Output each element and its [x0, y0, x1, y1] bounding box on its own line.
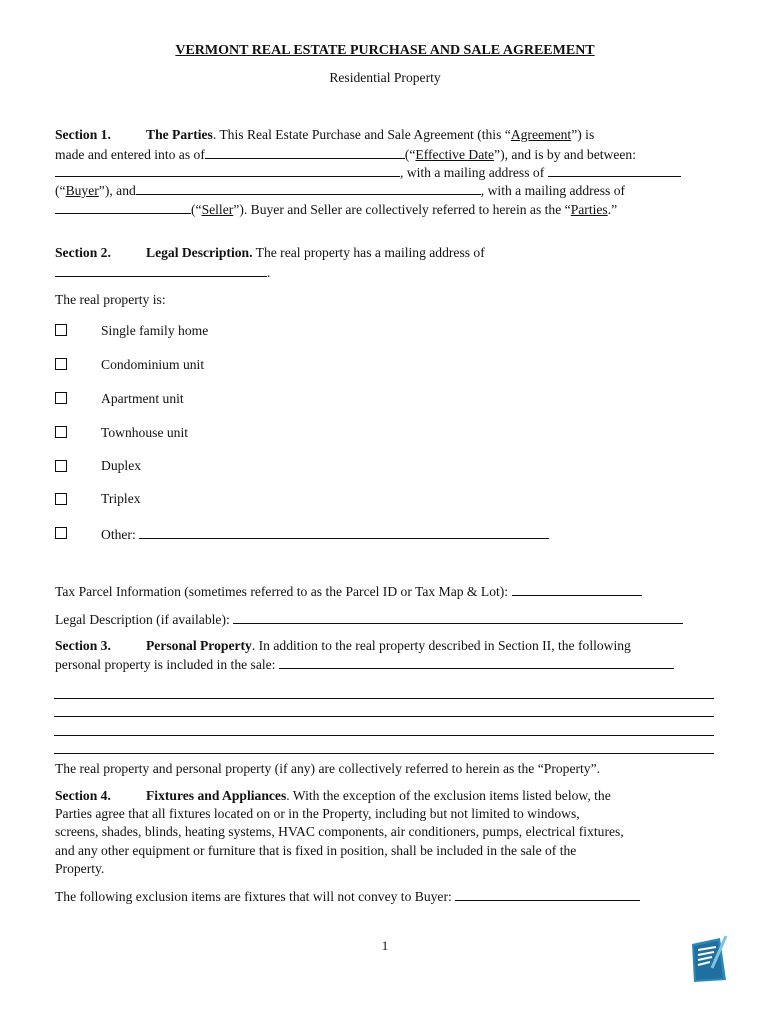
section-1-line-4	[55, 181, 625, 200]
personal-property-blank-line[interactable]	[54, 698, 714, 699]
option-label: Apartment unit	[101, 391, 184, 406]
section-3-heading: Personal Property	[146, 638, 252, 653]
option-label: Condominium unit	[101, 357, 205, 372]
personal-property-blank-line[interactable]	[54, 716, 714, 717]
section-1-text: . This Real Estate Purchase and Sale Agreement (this “	[212, 127, 511, 142]
section-4-line-5: Property.	[55, 861, 105, 876]
option-label: Triplex	[101, 491, 141, 506]
section-3-line-2	[55, 655, 674, 674]
effective-date-field[interactable]	[205, 145, 405, 159]
collective-property-statement: The real property and personal property (if any) are collectively referred to herein as the “Property”.	[55, 761, 601, 776]
legal-description-line	[55, 610, 683, 629]
checkbox-condominium[interactable]	[55, 358, 67, 370]
legal-description-field[interactable]	[233, 610, 683, 624]
defined-term-seller: Seller	[201, 202, 234, 217]
section-1-text: ”) is	[571, 127, 595, 142]
section-1-line-2	[55, 145, 636, 164]
section-1-number: Section 1.	[55, 127, 111, 142]
document-logo-icon	[690, 934, 728, 984]
checkbox-triplex[interactable]	[55, 493, 67, 505]
tax-parcel-line	[55, 582, 642, 601]
defined-term-agreement: Agreement	[510, 127, 572, 142]
buyer-address-field[interactable]	[548, 163, 681, 177]
section-3-line-1	[55, 637, 631, 655]
section-1-line-3	[55, 163, 681, 182]
option-label: Duplex	[101, 458, 142, 473]
checkbox-duplex[interactable]	[55, 460, 67, 472]
section-4-number: Section 4.	[55, 788, 111, 803]
property-address-field[interactable]	[55, 263, 267, 277]
section-3-text: . In addition to the real property described in Section II, the following	[251, 638, 631, 653]
section-1-text: (“	[191, 202, 202, 217]
option-label: Townhouse unit	[101, 425, 189, 440]
document-subtitle: Residential Property	[329, 70, 441, 85]
section-4-line-2: Parties agree that all fixtures located on or in the Property, including but not limited to windows,	[55, 806, 580, 821]
section-1-text: ”), and is by and between:	[494, 147, 636, 162]
section-2-text: .	[267, 265, 271, 280]
document-title: VERMONT REAL ESTATE PURCHASE AND SALE AGREEMENT	[175, 43, 595, 58]
checkbox-single-family[interactable]	[55, 324, 67, 336]
section-4-heading: Fixtures and Appliances	[146, 788, 287, 803]
property-type-intro: The real property is:	[55, 292, 166, 307]
section-2-line-2	[55, 263, 270, 282]
page-number: 1	[381, 938, 389, 953]
checkbox-apartment[interactable]	[55, 392, 67, 404]
tax-parcel-label: Tax Parcel Information (sometimes referred to as the Parcel ID or Tax Map & Lot):	[55, 584, 509, 599]
section-1-text: , with a mailing address of	[400, 165, 545, 180]
section-4-line-1	[55, 787, 611, 805]
checkbox-townhouse[interactable]	[55, 426, 67, 438]
section-2-number: Section 2.	[55, 245, 111, 260]
exclusion-items-field[interactable]	[455, 887, 640, 901]
section-1-text: , with a mailing address of	[480, 183, 626, 198]
section-1-line-1	[55, 126, 594, 144]
section-1-text: ”), and	[98, 183, 136, 198]
buyer-name-field[interactable]	[55, 163, 400, 177]
section-1-text: (“	[404, 147, 416, 162]
tax-parcel-field[interactable]	[512, 582, 642, 596]
personal-property-blank-line[interactable]	[54, 735, 714, 736]
defined-term-effective-date: Effective Date	[415, 147, 495, 162]
section-4-text: . With the exception of the exclusion items listed below, the	[286, 788, 611, 803]
defined-term-buyer: Buyer	[65, 183, 99, 198]
section-4-line-3: screens, shades, blinds, heating systems, HVAC components, air conditioners, pumps, electrical fixtures,	[55, 824, 624, 839]
section-2-line-1	[55, 244, 485, 262]
section-2-heading: Legal Description.	[146, 245, 253, 260]
section-2-text: The real property has a mailing address of	[252, 245, 485, 260]
section-1-text: made and entered into as of	[55, 147, 205, 162]
section-3-number: Section 3.	[55, 638, 111, 653]
other-type-field[interactable]	[139, 525, 549, 539]
exclusion-label: The following exclusion items are fixtures that will not convey to Buyer:	[55, 889, 452, 904]
exclusion-line	[55, 887, 640, 906]
other-label: Other:	[101, 527, 136, 542]
defined-term-parties: Parties	[570, 202, 608, 217]
seller-name-field[interactable]	[136, 181, 481, 195]
option-label: Single family home	[101, 323, 209, 338]
seller-address-field[interactable]	[55, 200, 191, 214]
personal-property-field[interactable]	[279, 655, 674, 669]
section-1-text: ”). Buyer and Seller are collectively referred to herein as the “	[233, 202, 571, 217]
option-label-other	[101, 525, 549, 543]
section-4-line-4: and any other equipment or furniture that is fixed in position, shall be included in the sale of the	[55, 843, 577, 858]
section-1-heading: The Parties	[146, 127, 213, 142]
section-3-text: personal property is included in the sale:	[55, 657, 276, 672]
section-1-text: .”	[607, 202, 618, 217]
checkbox-other[interactable]	[55, 527, 67, 539]
legal-description-label: Legal Description (if available):	[55, 612, 230, 627]
personal-property-blank-line[interactable]	[54, 753, 714, 754]
section-1-text: (“	[55, 183, 66, 198]
section-1-line-5	[55, 200, 617, 219]
